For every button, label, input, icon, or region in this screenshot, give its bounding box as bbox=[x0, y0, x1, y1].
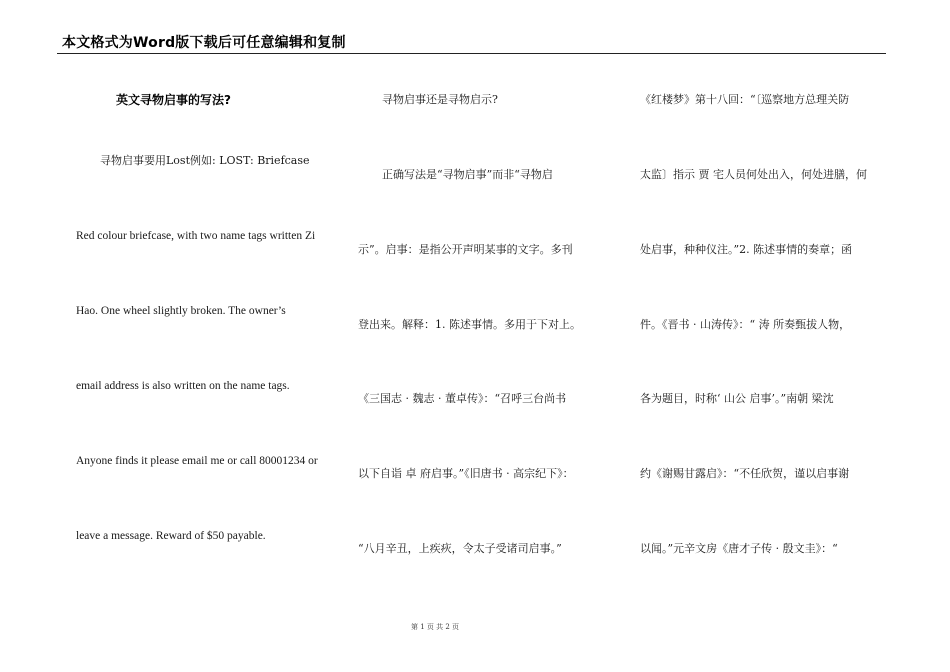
text-line: Anyone finds it please email me or call 80001234 or bbox=[76, 455, 318, 467]
text-line: 示”。启事：是指公开声明某事的文字。多刊 bbox=[358, 243, 573, 256]
text-line: 以下自诣 卓 府启事。”《旧唐书 · 高宗纪下》： bbox=[358, 467, 574, 480]
text-line: 寻物启事还是寻物启示? bbox=[382, 93, 498, 106]
text-line: leave a message. Reward of $50 payable. bbox=[76, 530, 266, 542]
text-line: 约《谢赐甘露启》：“不任欣贺，谨以启事谢 bbox=[640, 467, 850, 480]
article-heading: 英文寻物启事的写法? bbox=[116, 93, 231, 107]
text-line: 各为题目，时称‘ 山公 启事’。”南朝 梁沈 bbox=[640, 392, 834, 405]
text-line: 处启事，种种仪注。”2. 陈述事情的奏章；函 bbox=[640, 243, 853, 256]
page-number: 第 1 页 共 2 页 bbox=[410, 623, 460, 631]
text-line: 正确写法是“寻物启事”而非“寻物启 bbox=[382, 168, 553, 181]
header-divider bbox=[57, 53, 886, 54]
text-line: 登出来。解释：1. 陈述事情。多用于下对上。 bbox=[358, 318, 581, 331]
page-header-title: 本文格式为Word版下载后可任意编辑和复制 bbox=[62, 35, 346, 51]
text-line: email address is also written on the name tags. bbox=[76, 380, 290, 392]
text-line: 以闻。”元辛文房《唐才子传 · 殷文圭》：“ bbox=[640, 542, 838, 555]
text-line: 太监〕指示 贾 宅人员何处出入，何处进膳，何 bbox=[640, 168, 867, 181]
text-line: Hao. One wheel slightly broken. The owner’s bbox=[76, 305, 286, 317]
text-line: Red colour briefcase, with two name tags written Zi bbox=[76, 230, 316, 242]
text-line: 《红楼梦》第十八回：“〔巡察地方总理关防 bbox=[640, 93, 850, 106]
text-line: 寻物启事要用Lost例如: LOST: Briefcase bbox=[100, 154, 310, 167]
text-line: “八月辛丑，上疾疢，令太子受诸司启事。” bbox=[358, 542, 562, 555]
text-line: 件。《晋书 · 山涛传》：“ 涛 所奏甄拔人物， bbox=[640, 318, 851, 331]
text-line: 《三国志 · 魏志 · 董卓传》：“召呼三台尚书 bbox=[358, 392, 567, 405]
